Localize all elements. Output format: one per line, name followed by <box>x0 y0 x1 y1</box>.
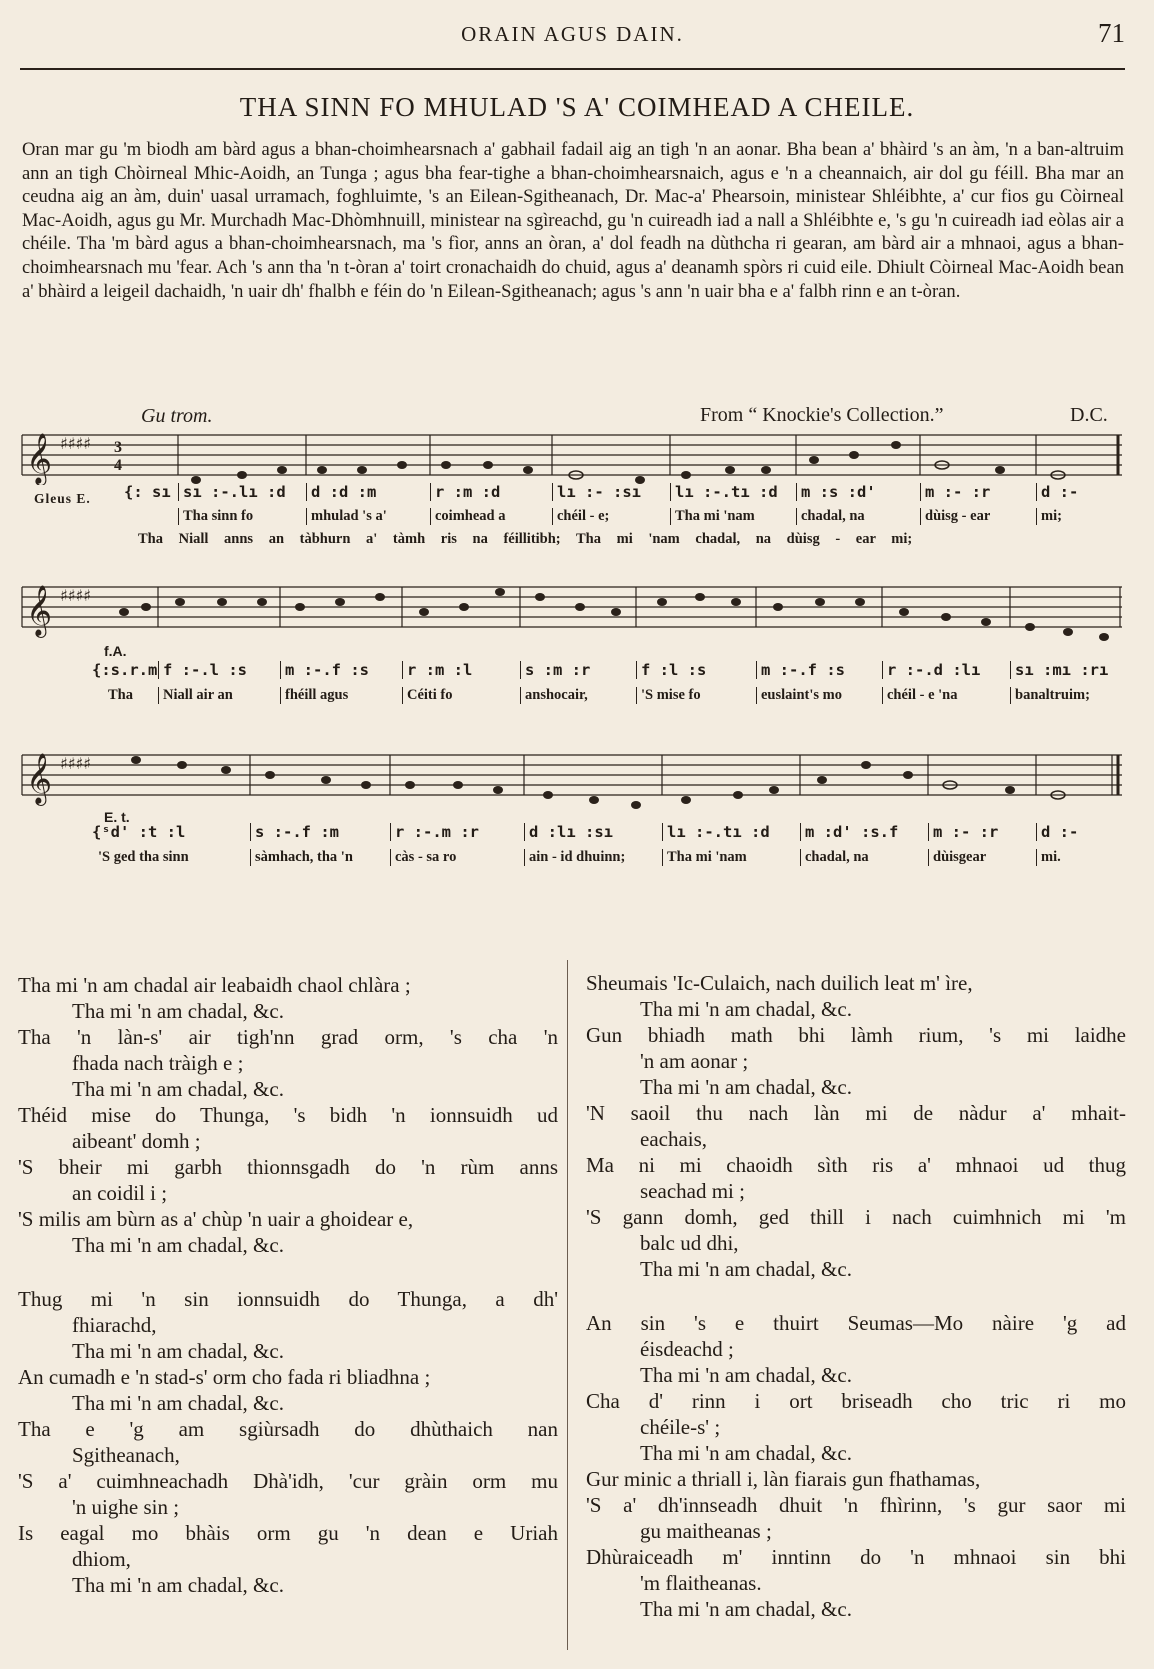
solfa-measure: m :s :d' <box>796 483 876 501</box>
verse-line: Sgitheanach, <box>72 1443 180 1467</box>
running-title: ORAIN AGUS DAIN. <box>461 22 684 46</box>
lyric-measure: sàmhach, tha 'n <box>250 849 353 866</box>
lyric-measure: euslaint's mo <box>756 687 842 704</box>
verse-line: 'S gann domh, ged thill i nach cuimhnich mi 'm <box>586 1205 1126 1229</box>
lyric-measure: chadal, na <box>800 849 869 866</box>
lyric-measure: dùisg - ear <box>920 508 990 525</box>
lyric-measure: anshocair, <box>520 687 588 704</box>
solfa-measure: {ˢd' :t :l <box>92 823 186 841</box>
page-number: 71 <box>1098 18 1125 48</box>
verse-line: 'n uighe sin ; <box>72 1495 180 1519</box>
verse-line: 'n am aonar ; <box>640 1049 749 1073</box>
verse-line: Gur minic a thriall i, làn fiarais gun fhathamas, <box>586 1467 981 1491</box>
solfa-measure: r :m :l <box>402 661 472 679</box>
solfa-measure: lı :-.tı :d <box>670 483 778 501</box>
svg-text:♯♯♯♯: ♯♯♯♯ <box>60 434 91 453</box>
lyric-measure: fhéill agus <box>280 687 348 704</box>
running-header <box>20 18 1125 52</box>
column-divider <box>567 960 568 1650</box>
verse-line: Dhùraiceadh m' inntinn do 'n mhnaoi sin bhi <box>586 1545 1126 1569</box>
lyric-measure: ain - id dhuinn; <box>524 849 625 866</box>
solfa-measure: m :- :r <box>928 823 998 841</box>
source-note: From “ Knockie's Collection.” <box>700 404 944 426</box>
lyric-measure: Tha mi 'nam <box>670 508 755 525</box>
verse-line: An sin 's e thuirt Seumas—Mo nàire 'g ad <box>586 1311 1126 1335</box>
song-introduction: Oran mar gu 'm biodh am bàrd agus a bhan-choimhearsnach a' gabhail fadail aig an tigh 'n an aonar. Bha bean a' bhàird 's an àm, 'n a ban-altruim ann an tigh Chòirneal Mhic-Aoidh, an Tunga ; agus bha fear-tighe a bhan-choimhearsnaich, agus e 'n a cheannaich, air dol gu féill. Bha mar an ceudna aig an àm, duin' uasal urramach, foghluimte, 's an Eilean-Sgitheanach, Dr. Mac-a' Phearsoin, ministear Shléibhte, a' cur fios gu Còirneal Mac-Aoidh, agus gu Mr. Murchadh Mac-Dhòmhnuill, ministear na sgìreachd, gu 'n cuireadh iad a nall a Shléibhte e, 's gu 'n cuireadh iad eòlas air a chéile. Tha 'm bàrd agus a bhan-choimhearsnach, ma 's fìor, anns an òran, a' dol feadh na dùthcha ri gearan, am bàrd air a mhnaoi, agus a bhan-choimhearsnach mu 'fear. Ach 's ann tha 'n t-òran a' toirt cronachaidh do chuid, agus a' deanamh spòrs ri cuid eile. Dhiult Còirneal Mac-Aoidh bean a' bhàird a leigeil dachaidh, 'n uair dh' fhalbh e féin do 'n Eilean-Sgitheanach; agus 's ann 'n uair bha e a' falbh rinn e an t-òran. <box>22 139 1124 302</box>
verse-line: Tha mi 'n am chadal, &c. <box>72 1391 284 1415</box>
verse-line: Tha mi 'n am chadal, &c. <box>640 1257 852 1281</box>
lyric-measure: Tha mi 'nam <box>662 849 747 866</box>
verse-line: 'S a' cuimhneachadh Dhà'idh, 'cur gràin orm mu <box>18 1469 558 1493</box>
staff-system-1 <box>0 425 1154 485</box>
lyric-verse-2: Tha Niall anns an tàbhurn a' tàmh ris na féillitibh; Tha mi 'nam chadal, na dùisg - ear mi; <box>138 531 913 547</box>
verse-line: Tha mi 'n am chadal air leabaidh chaol chlàra ; <box>18 973 411 997</box>
staff-system-3 <box>0 745 1154 815</box>
lyric-measure: banaltruim; <box>1010 687 1090 704</box>
lyric-measure: mi; <box>1036 508 1062 525</box>
stanza <box>18 972 558 1258</box>
verse-line: Tha mi 'n am chadal, &c. <box>72 1339 284 1363</box>
verse-line: 'S bheir mi garbh thionnsgadh do 'n rùm anns <box>18 1155 558 1179</box>
verse-line: Tha mi 'n am chadal, &c. <box>72 1233 284 1257</box>
verse-line: fhiarachd, <box>72 1313 157 1337</box>
verse-line: Tha mi 'n am chadal, &c. <box>72 999 284 1023</box>
verse-line: éisdeachd ; <box>640 1337 734 1361</box>
header-rule <box>20 68 1125 70</box>
solfa-measure: s :-.f :m <box>250 823 339 841</box>
verse-line: Tha mi 'n am chadal, &c. <box>640 1597 852 1621</box>
solfa-measure: r :m :d <box>430 483 500 501</box>
verse-line: 'S milis am bùrn as a' chùp 'n uair a ghoidear e, <box>18 1207 414 1231</box>
verse-line: balc ud dhi, <box>640 1231 739 1255</box>
verse-line: Tha mi 'n am chadal, &c. <box>640 997 852 1021</box>
svg-text:3: 3 <box>114 439 122 456</box>
solfa-measure: {:s.r.m <box>92 661 158 679</box>
modulation-label: f.A. <box>104 643 127 659</box>
solfa-measure: m :- :r <box>920 483 990 501</box>
solfa-measure: m :-.f :s <box>756 661 845 679</box>
lyric-measure: càs - sa ro <box>390 849 456 866</box>
solfa-measure: f :l :s <box>636 661 706 679</box>
svg-text:𝄞: 𝄞 <box>26 433 53 484</box>
svg-text:♯♯♯♯: ♯♯♯♯ <box>60 586 91 605</box>
lyric-measure: Céiti fo <box>402 687 453 704</box>
verse-line: Cha d' rinn i ort briseadh cho tric ri mo <box>586 1389 1126 1413</box>
solfa-measure: r :-.d :lı <box>882 661 980 679</box>
lyric-measure: 'S mise fo <box>636 687 701 704</box>
verse-line: Sheumais 'Ic-Culaich, nach duilich leat m' ìre, <box>586 971 973 995</box>
song-title: THA SINN FO MHULAD 'S A' COIMHEAD A CHEILE. <box>239 92 915 122</box>
verse-line: chéile-s' ; <box>640 1415 721 1439</box>
solfa-measure: sı :-.lı :d <box>178 483 286 501</box>
lyric-measure: dùisgear <box>928 849 986 866</box>
verse-line: Tha mi 'n am chadal, &c. <box>72 1077 284 1101</box>
verse-line: Is eagal mo bhàis orm gu 'n dean e Uriah <box>18 1521 558 1545</box>
verse-line: Tha mi 'n am chadal, &c. <box>72 1573 284 1597</box>
solfa-measure: r :-.m :r <box>390 823 479 841</box>
lyric-measure: mhulad 's a' <box>306 508 387 525</box>
lyric-measure: chéil - e; <box>552 508 609 525</box>
lyric-measure: mi. <box>1036 849 1061 866</box>
solfa-measure: sı :mı :rı <box>1010 661 1108 679</box>
verse-line: aibeant' domh ; <box>72 1129 201 1153</box>
lyric-measure: 'S ged tha sinn <box>98 849 189 865</box>
tempo-marking: Gu trom. <box>141 405 213 427</box>
verse-line: Tha mi 'n am chadal, &c. <box>640 1075 852 1099</box>
lyric-measure: Tha <box>108 687 133 703</box>
verse-line: 'm flaitheanas. <box>640 1571 762 1595</box>
verse-line: eachais, <box>640 1127 708 1151</box>
solfa-measure: lı :- :sı <box>552 483 641 501</box>
stanza <box>586 970 1126 1282</box>
lyric-measure: Tha sinn fo <box>178 508 253 525</box>
solfa-measure: d :d :m <box>306 483 376 501</box>
solfa-measure: d :- <box>1036 483 1078 501</box>
solfa-measure: {: sı <box>124 483 171 501</box>
solfa-measure: m :d' :s.f <box>800 823 898 841</box>
lyric-measure: coimhead a <box>430 508 505 525</box>
verse-line: an coidil i ; <box>72 1181 168 1205</box>
lyric-measure: chadal, na <box>796 508 865 525</box>
svg-text:4: 4 <box>114 457 122 474</box>
staff-system-2 <box>0 577 1154 647</box>
verse-line: fhada nach tràigh e ; <box>72 1051 244 1075</box>
key-label: Gleus E. <box>34 491 91 506</box>
modulation-label: E. t. <box>104 809 130 825</box>
solfa-measure: m :-.f :s <box>280 661 369 679</box>
verse-line: Théid mise do Thunga, 's bidh 'n ionnsuidh ud <box>18 1103 558 1127</box>
solfa-measure: d :lı :sı <box>524 823 613 841</box>
solfa-measure: d :- <box>1036 823 1078 841</box>
verse-line: seachad mi ; <box>640 1179 745 1203</box>
verse-line: Tha 'n làn-s' air tigh'nn grad orm, 's cha 'n <box>18 1025 558 1049</box>
verse-line: 'S a' dh'innseadh dhuit 'n fhìrinn, 's gur saor mi <box>586 1493 1126 1517</box>
solfa-measure: f :-.l :s <box>158 661 247 679</box>
verses-section <box>0 960 1154 1660</box>
verses-right-column <box>586 970 1126 1650</box>
verse-line: Gun bhiadh math bhi làmh rium, 's mi laidhe <box>586 1023 1126 1047</box>
verse-line: 'N saoil thu nach làn mi de nàdur a' mhait- <box>586 1101 1126 1125</box>
verse-line: gu maitheanas ; <box>640 1519 772 1543</box>
verse-line: Ma ni mi chaoidh sìth ris a' mhnaoi ud thug <box>586 1153 1126 1177</box>
svg-text:♯♯♯♯: ♯♯♯♯ <box>60 754 91 773</box>
svg-text:𝄞: 𝄞 <box>26 753 53 804</box>
verses-left-column <box>18 972 558 1626</box>
stanza <box>586 1310 1126 1622</box>
verse-line: An cumadh e 'n stad-s' orm cho fada ri bliadhna ; <box>18 1365 431 1389</box>
verse-line: Tha e 'g am sgiùrsadh do dhùthaich nan <box>18 1417 558 1441</box>
lyric-measure: Niall air an <box>158 687 233 704</box>
stanza <box>18 1286 558 1598</box>
verse-line: Thug mi 'n sin ionnsuidh do Thunga, a dh' <box>18 1287 558 1311</box>
verse-line: Tha mi 'n am chadal, &c. <box>640 1441 852 1465</box>
verse-line: dhiom, <box>72 1547 131 1571</box>
solfa-measure: s :m :r <box>520 661 590 679</box>
da-capo-mark: D.C. <box>1070 404 1108 426</box>
music-score <box>0 395 1154 935</box>
svg-text:𝄞: 𝄞 <box>26 585 53 636</box>
lyric-measure: chéil - e 'na <box>882 687 957 704</box>
solfa-measure: lı :-.tı :d <box>662 823 770 841</box>
verse-line: Tha mi 'n am chadal, &c. <box>640 1363 852 1387</box>
